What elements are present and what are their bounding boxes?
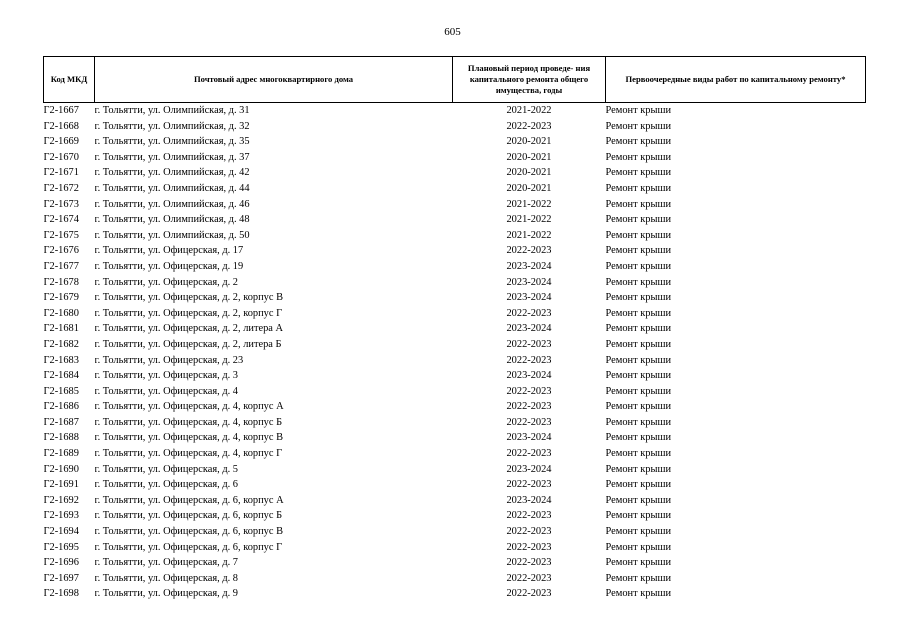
cell-address: г. Тольятти, ул. Офицерская, д. 4, корпус Б <box>94 416 283 428</box>
cell-address: г. Тольятти, ул. Офицерская, д. 17 <box>94 245 244 257</box>
table-row <box>44 150 866 166</box>
cell-code: Г2-1696 <box>43 557 79 569</box>
cell-address: г. Тольятти, ул. Офицерская, д. 6 <box>94 479 238 491</box>
cell-work-type: Ремонт крыши <box>605 307 672 319</box>
housing-repair-table <box>43 56 866 602</box>
cell-work-type: Ремонт крыши <box>605 479 672 491</box>
cell-code: Г2-1685 <box>43 385 79 397</box>
cell-code: Г2-1676 <box>43 245 79 257</box>
cell-code: Г2-1668 <box>43 120 79 132</box>
table-row <box>44 555 866 571</box>
cell-work-type: Ремонт крыши <box>605 260 672 272</box>
cell-address: г. Тольятти, ул. Олимпийская, д. 37 <box>94 151 250 163</box>
cell-address: г. Тольятти, ул. Олимпийская, д. 35 <box>94 136 250 148</box>
cell-work-type: Ремонт крыши <box>605 526 672 538</box>
cell-work-type: Ремонт крыши <box>605 182 672 194</box>
cell-code: Г2-1698 <box>43 588 79 600</box>
cell-period: 2022-2023 <box>506 307 552 319</box>
cell-period: 2023-2024 <box>506 494 552 506</box>
table-row <box>44 181 866 197</box>
cell-period: 2022-2023 <box>506 479 552 491</box>
table-row <box>44 540 866 556</box>
cell-code: Г2-1683 <box>43 354 79 366</box>
cell-period: 2022-2023 <box>506 588 552 600</box>
table-row <box>44 368 866 384</box>
cell-work-type: Ремонт крыши <box>605 292 672 304</box>
cell-work-type: Ремонт крыши <box>605 401 672 413</box>
cell-period: 2020-2021 <box>506 151 552 163</box>
cell-period: 2022-2023 <box>506 401 552 413</box>
cell-work-type: Ремонт крыши <box>605 510 672 522</box>
cell-code: Г2-1681 <box>43 323 79 335</box>
cell-period: 2023-2024 <box>506 463 552 475</box>
cell-period: 2022-2023 <box>506 572 552 584</box>
table-row <box>44 477 866 493</box>
table-row <box>44 306 866 322</box>
cell-address: г. Тольятти, ул. Офицерская, д. 5 <box>94 463 238 475</box>
cell-period: 2022-2023 <box>506 245 552 257</box>
page-number: 605 <box>444 26 461 38</box>
cell-period: 2020-2021 <box>506 167 552 179</box>
cell-code: Г2-1692 <box>43 494 79 506</box>
cell-period: 2022-2023 <box>506 354 552 366</box>
cell-code: Г2-1677 <box>43 260 79 272</box>
header-address: Почтовый адрес многоквартирного дома <box>95 57 453 103</box>
header-work-type: Первоочередные виды работ по капитальному ремонту* <box>606 57 866 103</box>
cell-code: Г2-1687 <box>43 416 79 428</box>
cell-address: г. Тольятти, ул. Офицерская, д. 9 <box>94 588 238 600</box>
table-row <box>44 446 866 462</box>
cell-address: г. Тольятти, ул. Офицерская, д. 2, литера А <box>94 323 284 335</box>
table-row <box>44 508 866 524</box>
cell-work-type: Ремонт крыши <box>605 198 672 210</box>
cell-period: 2023-2024 <box>506 432 552 444</box>
cell-code: Г2-1689 <box>43 448 79 460</box>
cell-work-type: Ремонт крыши <box>605 120 672 132</box>
table-row <box>44 134 866 150</box>
cell-work-type: Ремонт крыши <box>605 105 672 116</box>
cell-period: 2020-2021 <box>506 136 552 148</box>
table-row <box>44 119 866 135</box>
cell-work-type: Ремонт крыши <box>605 323 672 335</box>
cell-address: г. Тольятти, ул. Офицерская, д. 4, корпус А <box>94 401 284 413</box>
cell-address: г. Тольятти, ул. Офицерская, д. 2, литера Б <box>94 338 282 350</box>
table-row <box>44 399 866 415</box>
cell-code: Г2-1690 <box>43 463 79 475</box>
cell-code: Г2-1682 <box>43 338 79 350</box>
table-row <box>44 493 866 509</box>
table-row <box>44 228 866 244</box>
cell-address: г. Тольятти, ул. Олимпийская, д. 50 <box>94 229 250 241</box>
cell-address: г. Тольятти, ул. Олимпийская, д. 46 <box>94 198 250 210</box>
cell-work-type: Ремонт крыши <box>605 276 672 288</box>
cell-work-type: Ремонт крыши <box>605 151 672 163</box>
cell-period: 2021-2022 <box>506 214 552 226</box>
cell-work-type: Ремонт крыши <box>605 338 672 350</box>
cell-address: г. Тольятти, ул. Офицерская, д. 2 <box>94 276 238 288</box>
cell-period: 2022-2023 <box>506 120 552 132</box>
cell-address: г. Тольятти, ул. Олимпийская, д. 32 <box>94 120 250 132</box>
cell-period: 2022-2023 <box>506 416 552 428</box>
cell-address: г. Тольятти, ул. Офицерская, д. 8 <box>94 572 238 584</box>
cell-period: 2023-2024 <box>506 276 552 288</box>
cell-code: Г2-1671 <box>43 167 79 179</box>
table-row <box>44 103 866 119</box>
cell-work-type: Ремонт крыши <box>605 229 672 241</box>
table-row <box>44 197 866 213</box>
header-period: Плановый период проведе- ния капитального ремонта общего имущества, годы <box>453 57 606 103</box>
cell-address: г. Тольятти, ул. Офицерская, д. 6, корпус Г <box>94 541 283 553</box>
table-row <box>44 165 866 181</box>
cell-code: Г2-1693 <box>43 510 79 522</box>
table-row <box>44 462 866 478</box>
cell-work-type: Ремонт крыши <box>605 463 672 475</box>
cell-period: 2022-2023 <box>506 526 552 538</box>
cell-work-type: Ремонт крыши <box>605 572 672 584</box>
cell-work-type: Ремонт крыши <box>605 557 672 569</box>
cell-code: Г2-1679 <box>43 292 79 304</box>
cell-code: Г2-1673 <box>43 198 79 210</box>
cell-address: г. Тольятти, ул. Олимпийская, д. 48 <box>94 214 250 226</box>
cell-code: Г2-1694 <box>43 526 79 538</box>
table-row <box>44 415 866 431</box>
cell-code: Г2-1667 <box>43 105 79 116</box>
cell-code: Г2-1680 <box>43 307 79 319</box>
cell-period: 2020-2021 <box>506 182 552 194</box>
cell-address: г. Тольятти, ул. Офицерская, д. 3 <box>94 370 238 382</box>
cell-work-type: Ремонт крыши <box>605 370 672 382</box>
cell-work-type: Ремонт крыши <box>605 167 672 179</box>
cell-code: Г2-1674 <box>43 214 79 226</box>
table-row <box>44 337 866 353</box>
table-row <box>44 524 866 540</box>
cell-code: Г2-1672 <box>43 182 79 194</box>
table-header-row <box>44 57 866 103</box>
cell-address: г. Тольятти, ул. Офицерская, д. 6, корпус Б <box>94 510 283 522</box>
cell-code: Г2-1686 <box>43 401 79 413</box>
cell-address: г. Тольятти, ул. Офицерская, д. 2, корпус Г <box>94 307 283 319</box>
cell-work-type: Ремонт крыши <box>605 354 672 366</box>
table-row <box>44 384 866 400</box>
table-row <box>44 275 866 291</box>
cell-address: г. Тольятти, ул. Офицерская, д. 23 <box>94 354 244 366</box>
cell-code: Г2-1670 <box>43 151 79 163</box>
table-row <box>44 353 866 369</box>
cell-address: г. Тольятти, ул. Офицерская, д. 6, корпус А <box>94 494 284 506</box>
cell-period: 2022-2023 <box>506 557 552 569</box>
cell-address: г. Тольятти, ул. Олимпийская, д. 44 <box>94 182 250 194</box>
cell-code: Г2-1695 <box>43 541 79 553</box>
cell-work-type: Ремонт крыши <box>605 432 672 444</box>
cell-code: Г2-1669 <box>43 136 79 148</box>
cell-code: Г2-1691 <box>43 479 79 491</box>
cell-code: Г2-1675 <box>43 229 79 241</box>
cell-address: г. Тольятти, ул. Офицерская, д. 2, корпус В <box>94 292 283 304</box>
cell-period: 2021-2022 <box>506 229 552 241</box>
cell-address: г. Тольятти, ул. Офицерская, д. 4, корпус В <box>94 432 283 444</box>
cell-work-type: Ремонт крыши <box>605 214 672 226</box>
cell-period: 2022-2023 <box>506 385 552 397</box>
table-row <box>44 290 866 306</box>
cell-code: Г2-1678 <box>43 276 79 288</box>
cell-period: 2023-2024 <box>506 370 552 382</box>
cell-work-type: Ремонт крыши <box>605 494 672 506</box>
cell-work-type: Ремонт крыши <box>605 448 672 460</box>
table-row <box>44 243 866 259</box>
cell-address: г. Тольятти, ул. Олимпийская, д. 42 <box>94 167 250 179</box>
table-body <box>44 103 866 603</box>
cell-address: г. Тольятти, ул. Офицерская, д. 7 <box>94 557 238 569</box>
cell-period: 2023-2024 <box>506 260 552 272</box>
table-row <box>44 212 866 228</box>
cell-period: 2022-2023 <box>506 338 552 350</box>
header-code: Код МКД <box>44 57 95 103</box>
table-row <box>44 321 866 337</box>
cell-work-type: Ремонт крыши <box>605 136 672 148</box>
cell-code: Г2-1697 <box>43 572 79 584</box>
cell-period: 2022-2023 <box>506 541 552 553</box>
cell-address: г. Тольятти, ул. Офицерская, д. 6, корпус В <box>94 526 283 538</box>
cell-address: г. Тольятти, ул. Олимпийская, д. 31 <box>94 105 250 116</box>
cell-work-type: Ремонт крыши <box>605 385 672 397</box>
cell-period: 2023-2024 <box>506 292 552 304</box>
table-row <box>44 259 866 275</box>
cell-code: Г2-1688 <box>43 432 79 444</box>
table-row <box>44 430 866 446</box>
cell-period: 2021-2022 <box>506 105 552 116</box>
cell-period: 2022-2023 <box>506 448 552 460</box>
cell-work-type: Ремонт крыши <box>605 541 672 553</box>
cell-period: 2021-2022 <box>506 198 552 210</box>
cell-address: г. Тольятти, ул. Офицерская, д. 19 <box>94 260 244 272</box>
cell-work-type: Ремонт крыши <box>605 588 672 600</box>
table-row <box>44 571 866 587</box>
cell-period: 2023-2024 <box>506 323 552 335</box>
table-row <box>44 586 866 602</box>
cell-period: 2022-2023 <box>506 510 552 522</box>
cell-address: г. Тольятти, ул. Офицерская, д. 4, корпус Г <box>94 448 283 460</box>
cell-address: г. Тольятти, ул. Офицерская, д. 4 <box>94 385 238 397</box>
cell-work-type: Ремонт крыши <box>605 416 672 428</box>
cell-work-type: Ремонт крыши <box>605 245 672 257</box>
cell-code: Г2-1684 <box>43 370 79 382</box>
